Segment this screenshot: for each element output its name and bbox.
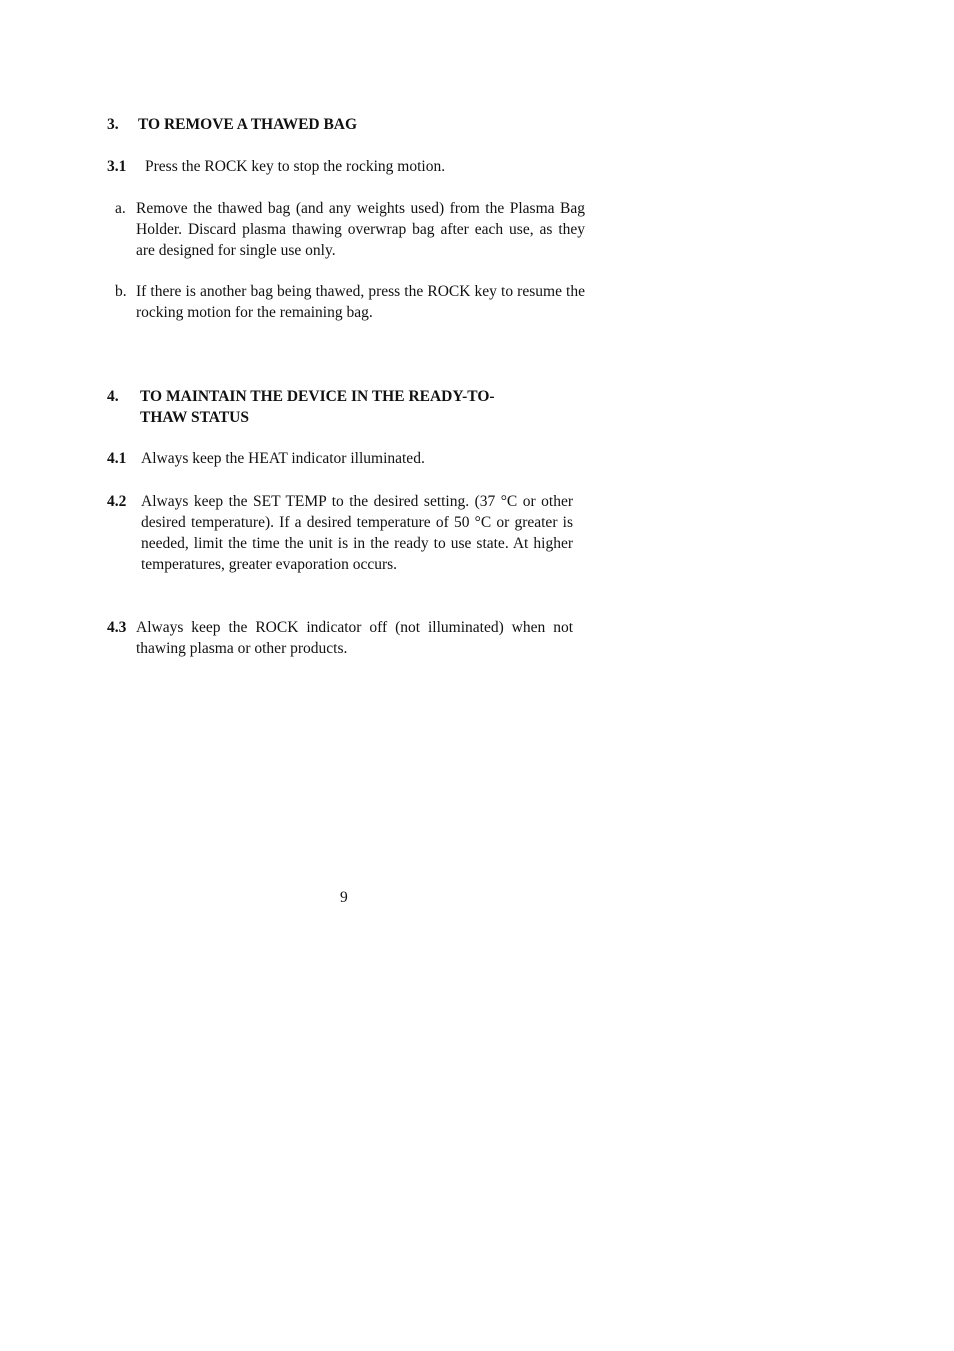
- step-4-1-number: 4.1: [107, 450, 127, 467]
- item-b: [115, 281, 585, 323]
- step-4-1-text: Always keep the HEAT indicator illuminated.: [141, 450, 425, 467]
- step-4-3: [107, 617, 573, 659]
- section-3-title: TO REMOVE A THAWED BAG: [138, 116, 358, 133]
- section-3-heading: [107, 114, 587, 135]
- section-3-number: 3.: [107, 116, 119, 133]
- section-4-title-line-1: TO MAINTAIN THE DEVICE IN THE READY-TO-: [140, 388, 495, 405]
- step-4-1: [107, 448, 577, 469]
- page-number: 9: [340, 889, 348, 906]
- item-b-label: b.: [115, 283, 127, 300]
- step-4-2-number: 4.2: [107, 493, 127, 510]
- step-3-1-number: 3.1: [107, 158, 127, 175]
- section-4-heading: [107, 386, 567, 428]
- section-4-title: [140, 386, 567, 428]
- item-a-label: a.: [115, 200, 126, 217]
- step-3-1: [107, 156, 587, 177]
- step-4-3-number: 4.3: [107, 619, 127, 636]
- step-4-2: [107, 491, 573, 575]
- section-4-title-line-2: THAW STATUS: [140, 409, 249, 426]
- section-4-number: 4.: [107, 388, 119, 405]
- item-a-text: Remove the thawed bag (and any weights used) from the Plasma Bag Holder. Discard plasma thawing overwrap bag after each use, as they are designed for single use only.: [136, 200, 585, 259]
- step-4-2-text: Always keep the SET TEMP to the desired setting. (37 °C or other desired temperature). If a desired temperature of 50 °C or greater is needed, limit the time the unit is in the ready to use state. At higher temperatures, greater evaporation occurs.: [141, 493, 573, 573]
- item-a: [115, 198, 585, 261]
- step-4-3-text: Always keep the ROCK indicator off (not illuminated) when not thawing plasma or other products.: [136, 619, 573, 657]
- item-b-text: If there is another bag being thawed, press the ROCK key to resume the rocking motion for the remaining bag.: [136, 283, 585, 321]
- step-3-1-text: Press the ROCK key to stop the rocking motion.: [145, 158, 446, 175]
